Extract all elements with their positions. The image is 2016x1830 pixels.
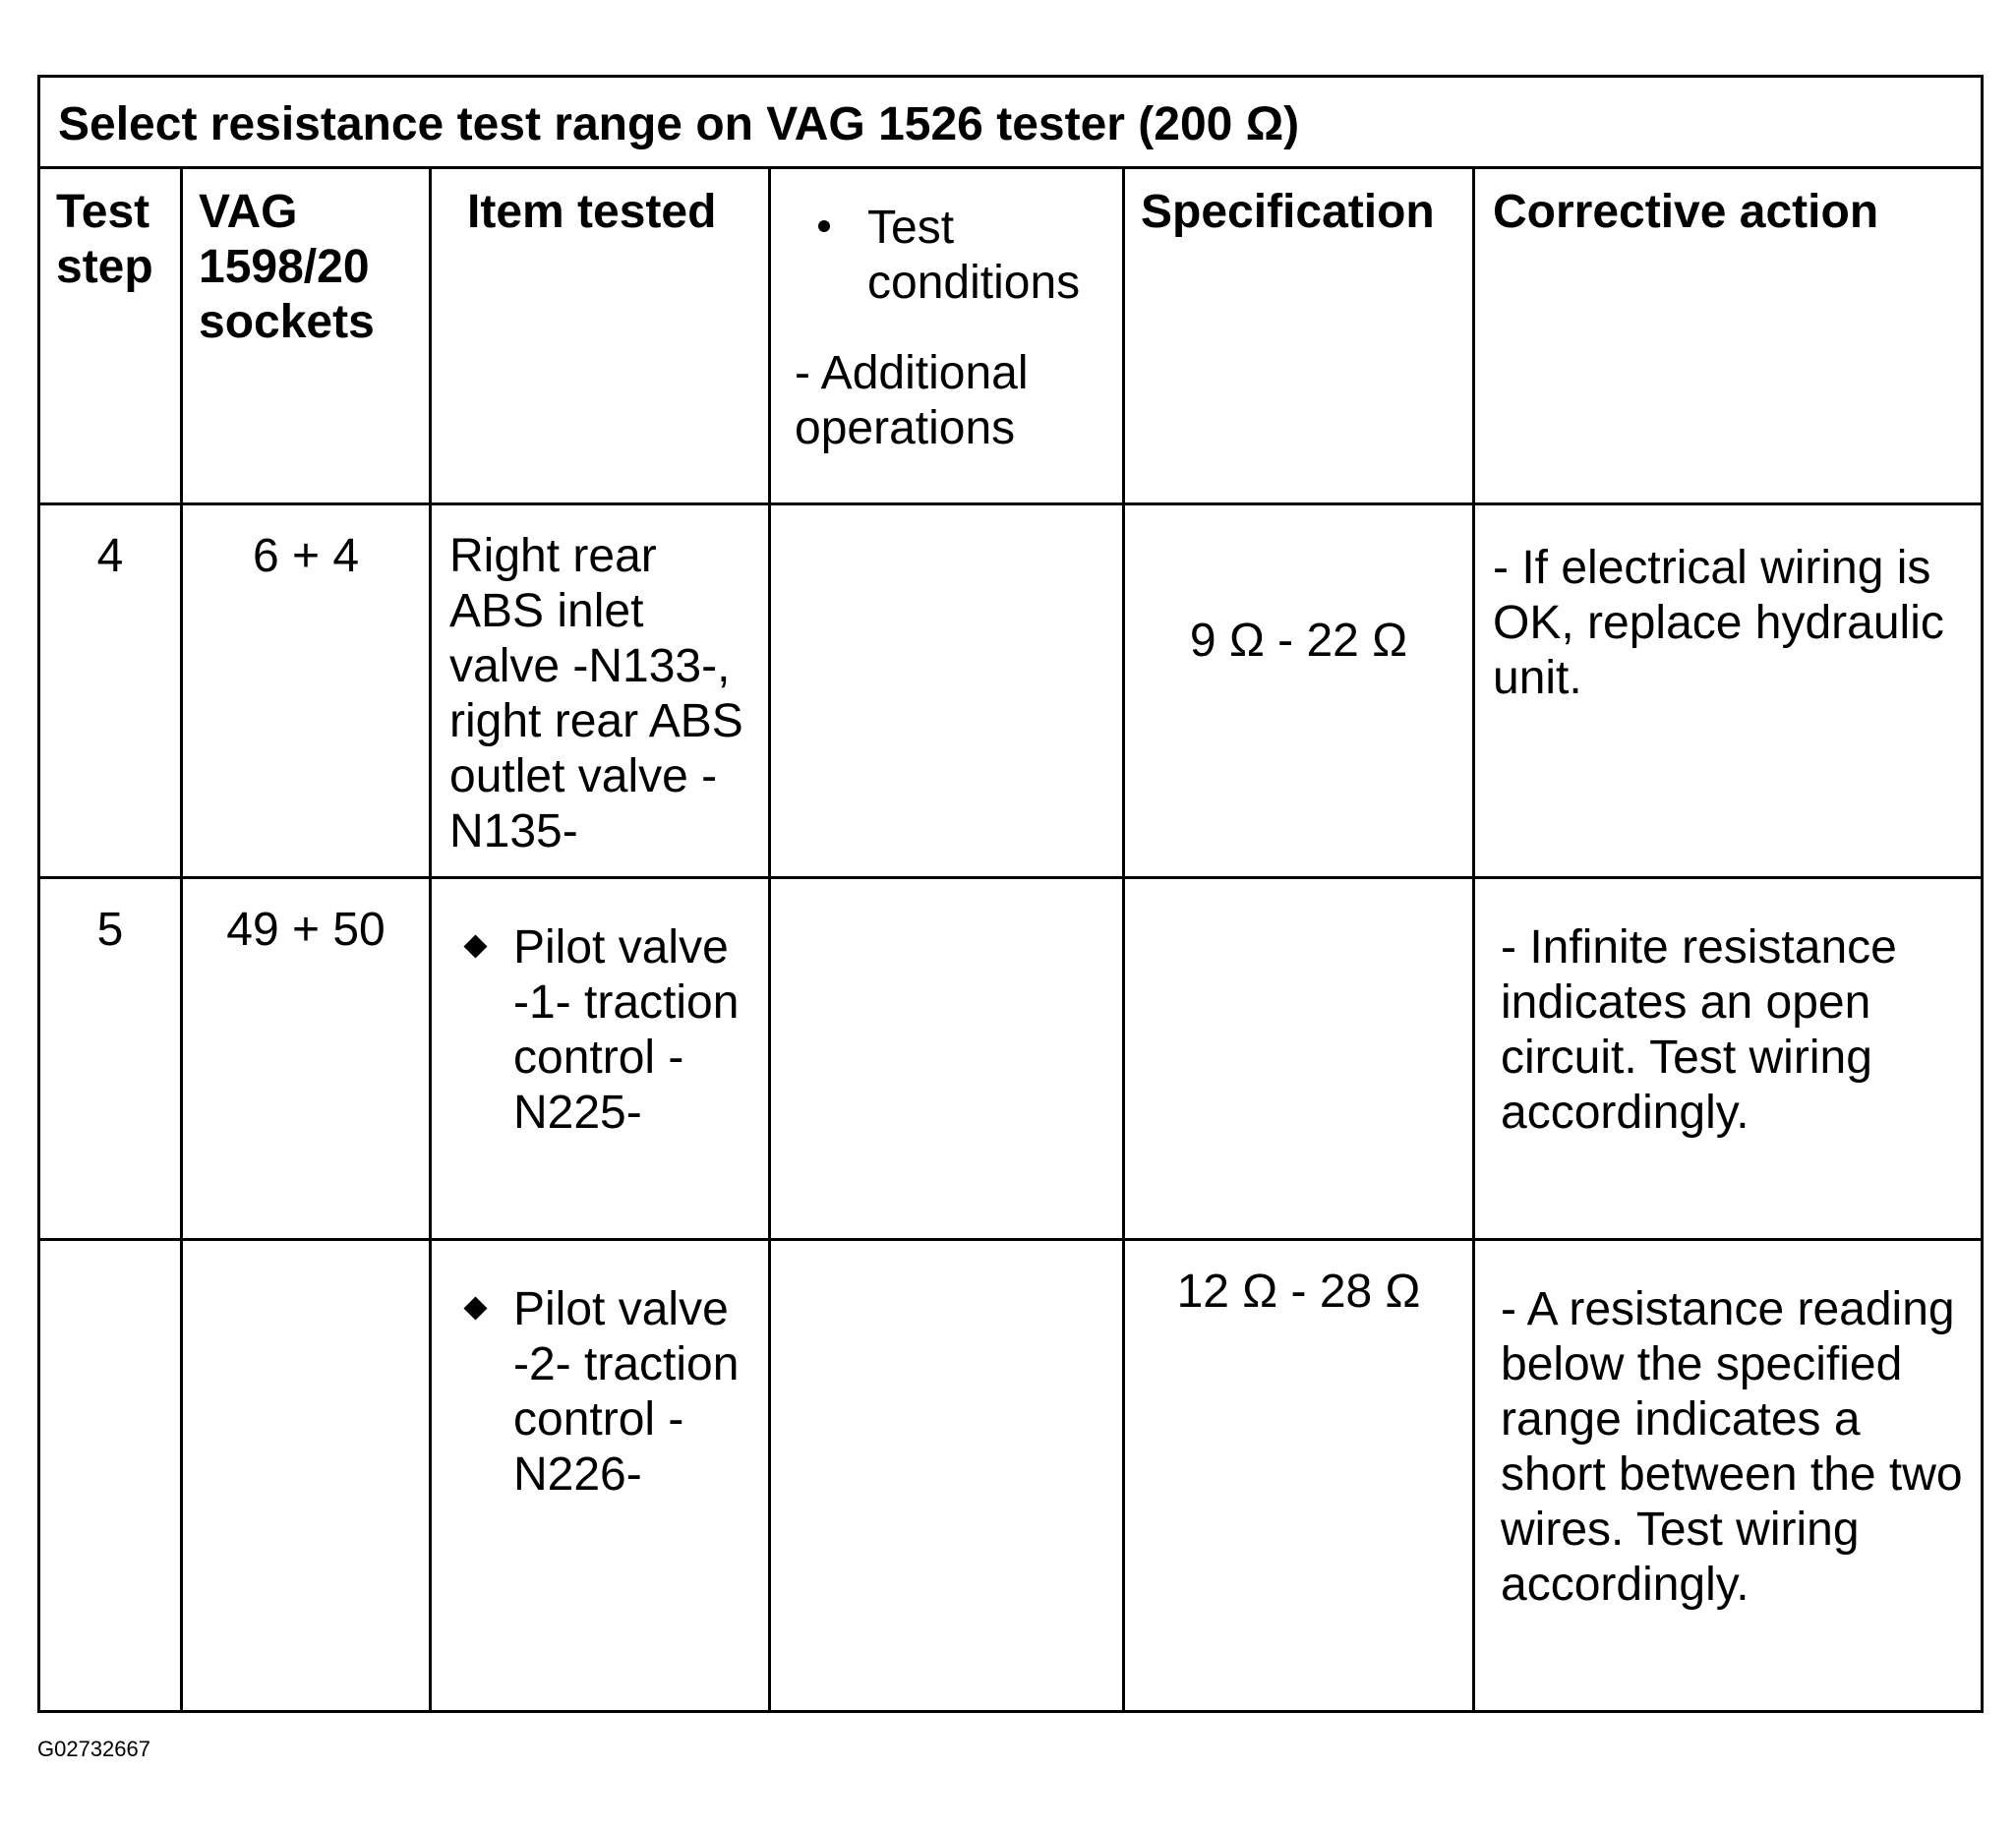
bullet-dot-icon [818,220,830,232]
header-conditions [770,168,1124,504]
resistance-test-table [37,75,1984,1713]
test-conditions-line [795,201,1122,311]
sockets-cell: 49 + 50 [182,878,431,1240]
header-additional-operations: - Additional operations [795,347,1029,454]
corrective-action-cell: - If electrical wiring is OK, replace hydraulic unit. [1474,504,1983,878]
sockets-cell: 6 + 4 [182,504,431,878]
header-test-conditions: Test conditions [867,202,1081,309]
corrective-action-cell: - Infinite resistance indicates an open circuit. Test wiring accordingly. [1474,878,1983,1240]
table-title: Select resistance test range on VAG 1526 tester (200 Ω) [39,77,1983,168]
specification-cell: 12 Ω - 28 Ω [1124,1240,1474,1712]
conditions-cell [770,1240,1124,1712]
item-tested-text: Pilot valve -1- traction control -N225- [513,921,740,1139]
header-corrective-action: Corrective action [1474,168,1983,504]
item-tested-cell [431,1240,770,1712]
figure-id: G02732667 [37,1737,150,1761]
specification-cell: 9 Ω - 22 Ω [1124,504,1474,878]
item-tested-cell [431,878,770,1240]
sockets-cell [182,1240,431,1712]
table-row [39,504,1983,878]
test-step-cell: 5 [39,878,182,1240]
table-row [39,1240,1983,1712]
corrective-action-cell: - A resistance reading below the specified range indicates a short between the two wires. Test wiring accordingly. [1474,1240,1983,1712]
item-tested-text: Pilot valve -2- traction control -N226- [513,1283,740,1501]
test-step-cell [39,1240,182,1712]
table-row [39,878,1983,1240]
item-tested-cell: Right rear ABS inlet valve -N133-, right rear ABS outlet valve -N135- [431,504,770,878]
header-test-step: Test step [39,168,182,504]
test-step-cell: 4 [39,504,182,878]
header-sockets: VAG 1598/20 sockets [182,168,431,504]
header-specification: Specification [1124,168,1474,504]
diamond-bullet-icon [463,1296,487,1320]
conditions-cell [770,878,1124,1240]
header-item-tested: Item tested [431,168,770,504]
specification-cell [1124,878,1474,1240]
conditions-cell [770,504,1124,878]
header-row [39,168,1983,504]
diamond-bullet-icon [463,934,487,958]
